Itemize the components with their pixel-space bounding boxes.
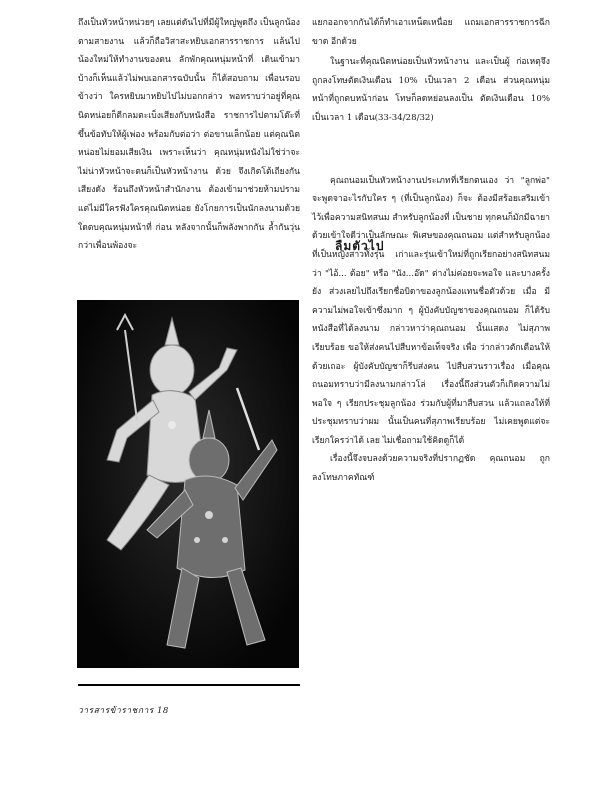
khon-dancers-photo-icon bbox=[77, 300, 299, 668]
khon-dancers-illustration bbox=[77, 300, 299, 668]
page-footer: วารสารข้าราชการ 18 bbox=[78, 706, 169, 716]
story-paragraph: คุณถนอมเป็นหัวหน้างานประเภทที่เรียกตนเอง ว่า "ลูกพ่อ" จะพูดจาอะไรกับใคร ๆ (ที่เป็นลูกน้อง) ก็จะ ต้องมีสร้อยเสริมเข้าไว้เพื่อความสนิทสนม สำหรับลูกน้องที่ เป็นชาย ทุกคนก็มักมีฉายาด้วยเข้าใจดีว่าเป็นลักษณะ พิเศษของคุณถนอม แต่สำหรับลูกน้องที่เป็นหญิงสาวทั้งรุ่น เก่าและรุ่นเข้าใหม่ที่ถูกเรียกอย่างสนิทสนมว่า "ไอ้... ต้อย" หรือ "นัง...อ๊ด" ต่างไม่ค่อยจะพอใจ และบางครั้งยัง ส่วงเลยไปถึงเรียกชื่อบิดาของลูกน้องแทนชื่อตัวด้วย เมื่อ มีความไม่พอใจเข้าซึ่งมาก ๆ ผู้บังคับบัญชาของคุณถนอม ก็ได้รับหนังสือที่ได้ลงนาม กล่าวหาว่าคุณถนอม นั้นแสดง ไม่สุภาพเรียบร้อย ขอให้ส่งคนไปสืบหาข้อเท็จจริง เพื่อ ว่ากล่าวตักเตือนให้ด้วยเถอะ ผู้บังคับบัญชาก็รีบส่งคน ไปสืบสวนราวเรื่อง เมื่อคุณถนอมทราบว่ามีลงนามกล่าวโล่ เรื่องนี้ถึงส่วนตัวก็เกิดความไม่พอใจ ๆ เรียกประชุมลูกน้อง ร่วมกับผู้ที่มาสืบสวน แล้วแถลงให้ที่ประชุมทราบว่าผม นั้นเป็นคนที่สุภาพเรียบร้อย ไม่เคยพูดแต่จะเรียกใครว่าได้ เลย ไม่เชื่อถามใช้คิดดูก็ได้ bbox=[312, 175, 550, 446]
left-column bbox=[78, 14, 300, 256]
penalty-paragraph: ในฐานะที่คุณนิตหน่อยเป็นหัวหน้างาน และเป็นผู้ ก่อเหตุจึงถูกลงโทษตัดเงินเดือน 10% เป็นเวลา 2 เดือน ส่วนคุณหนุ่มหน้าที่ถูกตบหน้าก่อน โทษก็ลดหย่อนลงเป็น ตัดเงินเดือน 10% เป็นเวลา 1 เดือน(33-34/28/32) bbox=[312, 57, 550, 123]
footer-divider bbox=[78, 684, 300, 686]
section-heading: ลืมตัวไป bbox=[335, 239, 385, 253]
conclusion-paragraph: เรื่องนี้จึงจบลงด้วยความจริงที่ปรากฏชัด คุณถนอม ถูกลงโทษภาคทัณฑ์ bbox=[312, 454, 550, 484]
right-column-continuation: แยกออกจากกันได้ก็ทำเอาเหน็ดเหนื่อย แถมเอกสารราชการฉีกขาด อีกด้วย bbox=[312, 18, 550, 47]
left-column-text: ถึงเป็นหัวหน้าหน่วยๆ เลยแต่ดันไปที่มีผู้ใหญ่พูดถึง เป็นลูกน้องตามสายงาน แล้วก็ถือวิสาสะหยิบเอกสารราชการ แล้นไปน้องใหม่ให้ทำงานของตน ลักพักคุณหนุ่มหน้าที่ เดินเข้ามาบ้างก็เห็นแล้วไม่พบเอกสารฉบับนั้น ก็ได้สอบถาม เพื่อนรอบข้างว่า ใครหยิบมาหยิบไปไม่บอกกล่าว พอทราบว่าอยู่ที่คุณนิตหน่อยก็ตีกลมตะเบ็งเสียงกับหนังสือ ราชการไปตามโต๊ะที่ขึ้นข้อทับให้ผู้เพ่อง พร้อมกับต่อว่า ต่อขานเล็กน้อย แต่คุณนิตหน่อยไม่ยอมเสียเงิน เพราะเห็นว่า คุณหนุ่มหนังไม่ใช่ว่าจะไม่น่าหัวหน้าจะตนก็เป็นหัวหน้างาน ด้วย จึงเกิดโต้เถียงกันเสียงดัง ร้อนถึงหัวหน้าสำนักงาน ต้องเข้ามาช่วยห้ามปราม แต่ไม่มีใครฟังใครคุณนิตหน่อย ยังโกยการเป็นนักลงนามด้วยใดตบคุณหนุ่มหน้าที่ ก่อน หลังจากนั้นก็พลังพากกัน ล้ำกันวุ่น กว่าเพื่อนพ้องจะ bbox=[78, 18, 300, 252]
